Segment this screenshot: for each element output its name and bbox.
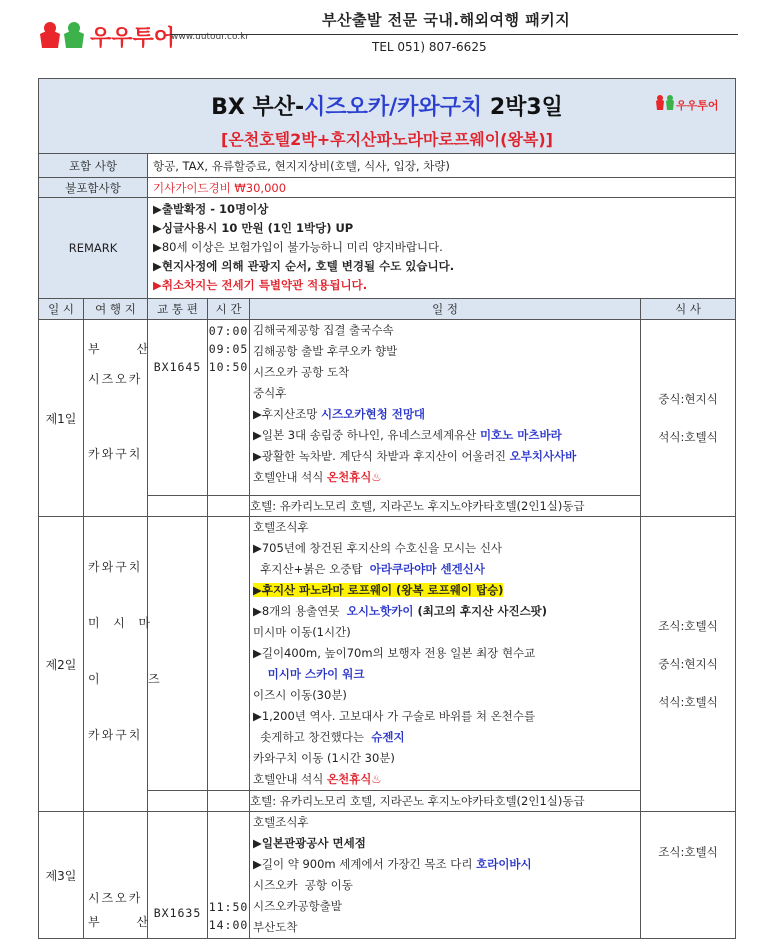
- schedule-line: 후지산+붉은 오중탑 아라쿠라야마 센겐신사: [253, 562, 485, 576]
- schedule-line: ▶후지산조망 시즈오카현청 전망대: [253, 407, 426, 421]
- schedule-line: 호텔조식후: [253, 520, 309, 534]
- day-label: 제2일: [39, 517, 84, 812]
- include-label: 포함 사항: [39, 154, 148, 178]
- hotel-info: 호텔: 유카리노모리 호텔, 지라곤노 후지노야카타호텔(2인1실)동급: [250, 791, 641, 812]
- page-header: [0, 0, 773, 76]
- schedule-line: ▶1,200년 역사. 고보대사 가 구술로 바위를 쳐 온천수를: [253, 709, 536, 723]
- transport-empty: [148, 791, 208, 812]
- header-title: 부산출발 전문 국내.해외여행 패키지: [322, 11, 571, 29]
- col-schedule: 일 정: [250, 299, 641, 320]
- hotel-info: 호텔: 유카리노모리 호텔, 지라곤노 후지노야카타호텔(2인1실)동급: [250, 496, 641, 517]
- uutour-logo: [38, 18, 176, 52]
- schedule-line: 시즈오카 공항 도착: [253, 365, 350, 379]
- tour-title: BX 부산-시즈오카/카와구치 2박3일: [211, 95, 563, 120]
- header-tel: TEL 051) 807-6625: [372, 40, 487, 54]
- day-row: [39, 517, 736, 791]
- exclude-value: 기사가이드경비 ₩30,000: [148, 178, 736, 198]
- remark-item: ▶현지사정에 의해 관광지 순서, 호텔 변경될 수도 있습니다.: [153, 259, 455, 273]
- col-transport: 교 통 편: [148, 299, 208, 320]
- include-value: 항공, TAX, 유류할증료, 현지지상비(호텔, 식사, 입장, 차량): [148, 154, 736, 178]
- schedule-line: 카와구치 이동 (1시간 30분): [253, 751, 395, 765]
- day-row: [39, 320, 736, 496]
- schedule-line: 이즈시 이동(30분): [253, 688, 347, 702]
- col-time: 시 간: [208, 299, 250, 320]
- time-empty: [208, 496, 250, 517]
- schedule-line: ▶8개의 용출연못 오시노핫카이 (최고의 후지산 사진스팟): [253, 604, 548, 618]
- schedule-line: ▶705년에 창건된 후지산의 수호신을 모시는 신사: [253, 541, 503, 555]
- remark-item: ▶싱글사용시 10 만원 (1인 1박당) UP: [153, 221, 354, 235]
- day-transport: BX1645: [148, 320, 208, 496]
- schedule-line: 부산도착: [253, 920, 298, 934]
- col-meals: 식 사: [641, 299, 736, 320]
- remark-label: REMARK: [39, 198, 148, 299]
- remark-list: [148, 198, 736, 299]
- transport-empty: [148, 517, 208, 791]
- column-header-row: [39, 299, 736, 320]
- schedule-line: 중식후: [253, 386, 287, 400]
- schedule-line: 호텔안내 석식 온천휴식♨: [253, 470, 382, 484]
- tour-subtitle: [온천호텔2박+후지산파노라마로프웨이(왕복)]: [221, 130, 553, 149]
- svg-text:우우투어: 우우투어: [676, 99, 719, 112]
- day-schedule: [250, 812, 641, 939]
- day-schedule: [250, 320, 641, 496]
- schedule-line: ▶길이400m, 높이70m의 보행자 전용 일본 최장 현수교: [253, 646, 536, 660]
- day-label: 제1일: [39, 320, 84, 517]
- schedule-line: 호텔조식후: [253, 815, 309, 829]
- schedule-line: ▶후지산 파노라마 로프웨이 (왕복 로프웨이 탑승): [253, 583, 504, 597]
- schedule-line: ▶광활한 녹차밭. 계단식 차밭과 후지산이 어울러진 오부치사사바: [253, 449, 577, 463]
- uutour-logo-small: [655, 93, 719, 113]
- day-times: 11:50 14:00: [208, 812, 250, 939]
- day-times: 07:00 09:05 10:50: [208, 320, 250, 496]
- site-url[interactable]: www.uutour.co.kr: [171, 32, 250, 42]
- schedule-line: 김해국제공항 집결 출국수속: [253, 323, 394, 337]
- schedule-line: 시즈오카공항출발: [253, 899, 342, 913]
- schedule-line: ▶길이 약 900m 세계에서 가장긴 목조 다리 호라이바시: [253, 857, 532, 871]
- day-places: 부 산 시즈오카 카와구치: [84, 320, 148, 517]
- logo-text: 우우투어: [90, 26, 176, 51]
- itinerary-table: [38, 78, 736, 939]
- day-schedule: [250, 517, 641, 791]
- day-row: [39, 812, 736, 939]
- schedule-line: ▶일본 3대 송림중 하나인, 유네스코세계유산 미호노 마츠바라: [253, 428, 562, 442]
- schedule-line: 솟게하고 창건했다는 슈젠지: [253, 730, 405, 744]
- schedule-line: ▶일본관광공사 면세점: [253, 836, 366, 850]
- schedule-line: 호텔안내 석식 온천휴식♨: [253, 772, 382, 786]
- schedule-line: 미시마 이동(1시간): [253, 625, 351, 639]
- schedule-line: 시즈오카 공항 이동: [253, 878, 353, 892]
- time-empty: [208, 791, 250, 812]
- schedule-line: 미시마 스카이 워크: [267, 667, 365, 681]
- remark-item: ▶80세 이상은 보험가입이 불가능하니 미리 양지바랍니다.: [153, 240, 443, 254]
- day-meals: 중식:현지식 석식:호텔식: [641, 320, 736, 517]
- day-transport: BX1635: [148, 812, 208, 939]
- header-divider: [170, 34, 738, 35]
- day-meals: 조식:호텔식 중식:현지식 석식:호텔식: [641, 517, 736, 812]
- day-label: 제3일: [39, 812, 84, 939]
- day-meals: 조식:호텔식: [641, 812, 736, 939]
- exclude-label: 불포함사항: [39, 178, 148, 198]
- transport-empty: [148, 496, 208, 517]
- remark-item: ▶취소차지는 전세기 특별약관 적용됩니다.: [153, 278, 368, 292]
- day-places: 시즈오카 부 산: [84, 812, 148, 939]
- time-empty: [208, 517, 250, 791]
- col-place: 여 행 지: [84, 299, 148, 320]
- remark-item: ▶출발확정 - 10명이상: [153, 202, 269, 216]
- col-date: 일 시: [39, 299, 84, 320]
- day-places: 카와구치 미 시 마 이 즈 카와구치: [84, 517, 148, 812]
- title-block: [39, 79, 736, 154]
- schedule-line: 김해공항 출발 후쿠오카 향발: [253, 344, 398, 358]
